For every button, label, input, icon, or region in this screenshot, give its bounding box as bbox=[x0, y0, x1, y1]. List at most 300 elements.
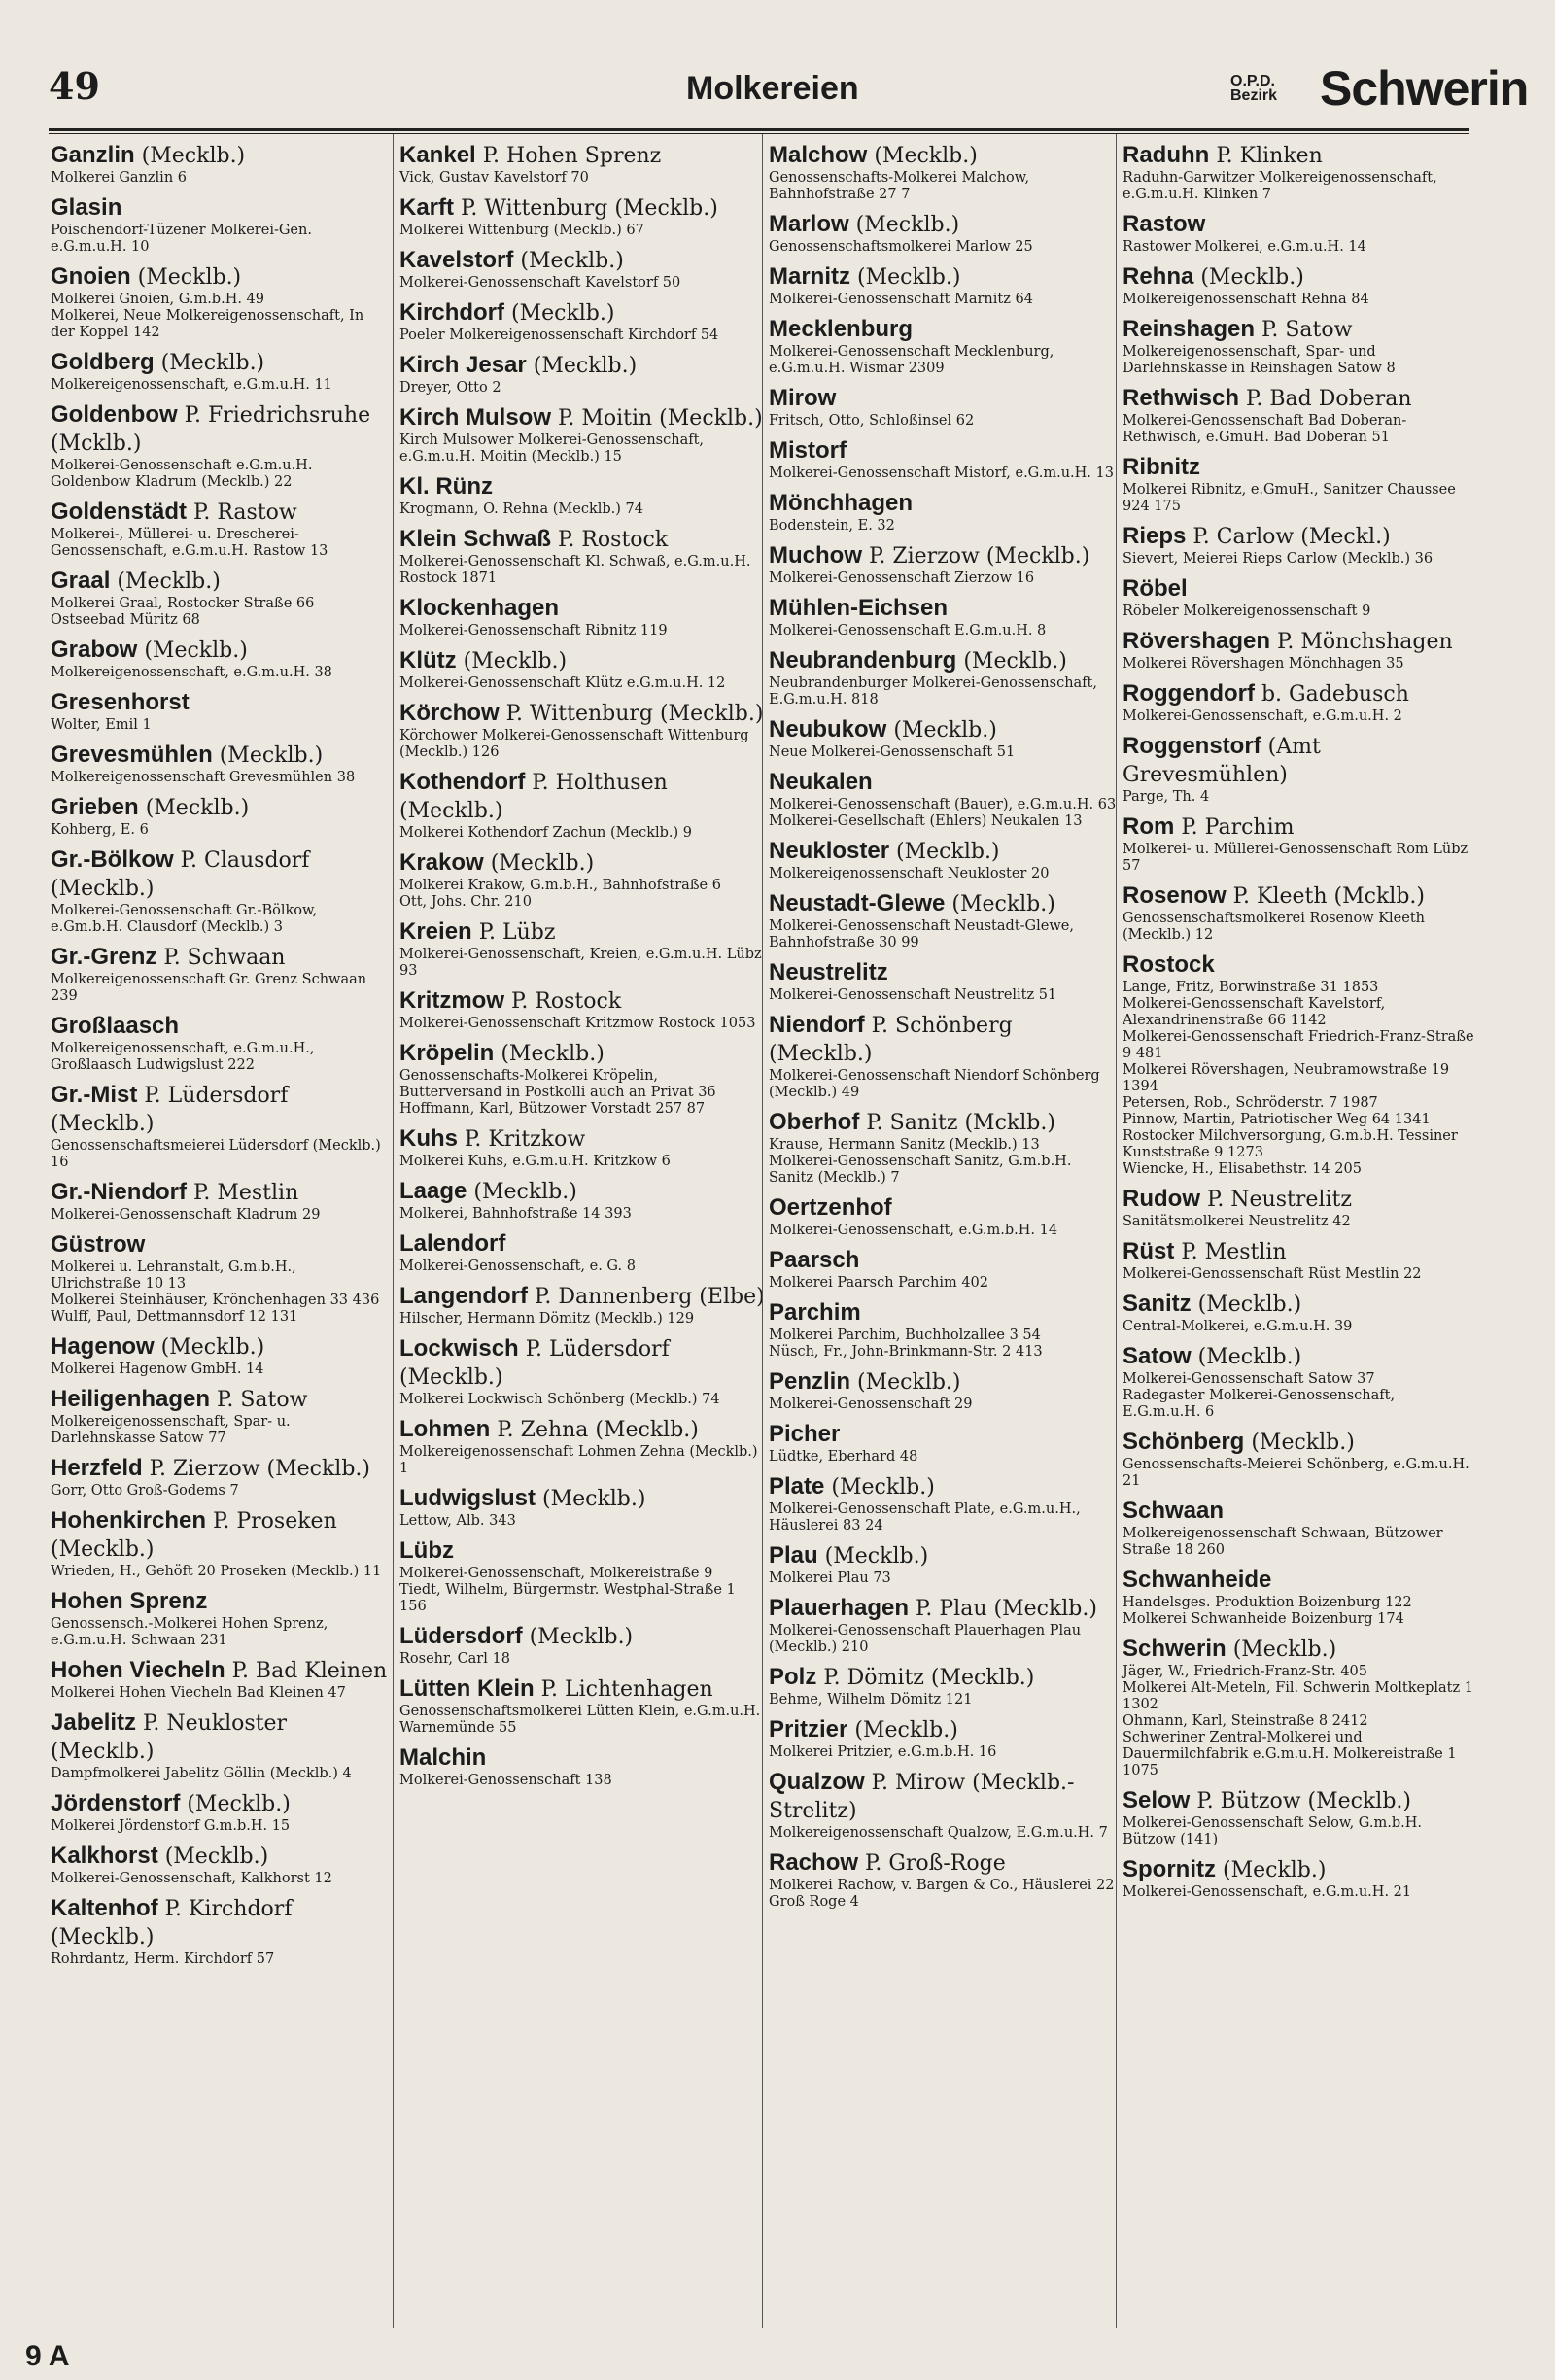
place-name: Jabelitz bbox=[51, 1709, 137, 1736]
place-name: Picher bbox=[769, 1421, 841, 1447]
place-name: Roggendorf bbox=[1123, 680, 1255, 707]
column-1 bbox=[51, 134, 389, 2328]
place-heading bbox=[769, 385, 1117, 413]
place-name: Schönberg bbox=[1123, 1429, 1245, 1455]
place-heading bbox=[399, 849, 765, 878]
place-postal-note: (Mecklb.) bbox=[154, 1335, 265, 1360]
dairy-entry: Molkerei Kuhs, e.G.m.u.H. Kritzkow 6 bbox=[399, 1154, 671, 1169]
place-heading bbox=[769, 769, 1117, 797]
dairy-entry: Molkerei Graal, Rostocker Straße 66 Ostseebad Müritz 68 bbox=[51, 596, 315, 628]
place-postal-note: P. Neukloster (Mecklb.) bbox=[51, 1711, 288, 1764]
place-name: Gnoien bbox=[51, 263, 131, 290]
place-name: Glasin bbox=[51, 194, 122, 221]
place-name: Kuhs bbox=[399, 1125, 458, 1152]
place-postal-note: P. Rastow bbox=[187, 500, 297, 525]
place-postal-note: (Mecklb.) bbox=[526, 354, 638, 378]
place-heading bbox=[1123, 813, 1476, 842]
place-name: Hagenow bbox=[51, 1333, 155, 1360]
place-name: Körchow bbox=[399, 700, 500, 726]
place-heading bbox=[1123, 211, 1476, 239]
place-name: Gresenhorst bbox=[51, 689, 190, 715]
dairy-entry: Molkerei-Genossenschaft, e. G. 8 bbox=[399, 1259, 636, 1274]
place-name: Kavelstorf bbox=[399, 247, 514, 273]
place-name: Satow bbox=[1123, 1343, 1192, 1369]
place-heading bbox=[769, 142, 1117, 170]
place-postal-note: P. Rostock bbox=[504, 989, 622, 1014]
place-name: Lalendorf bbox=[399, 1230, 506, 1257]
dairy-entry: Sievert, Meierei Rieps Carlow (Mecklb.) 36 bbox=[1123, 551, 1434, 567]
place-heading bbox=[51, 1588, 389, 1616]
place-heading bbox=[1123, 1238, 1476, 1266]
place-heading bbox=[399, 299, 765, 328]
dairy-entry: Tiedt, Wilhelm, Bürgermstr. Westphal-Straße 1 156 bbox=[399, 1582, 736, 1614]
place-heading bbox=[769, 1664, 1117, 1692]
dairy-entry: Molkerei-Genossenschaft 138 bbox=[399, 1773, 612, 1788]
place-postal-note: (Mecklb.) bbox=[1226, 1638, 1337, 1662]
place-name: Grevesmühlen bbox=[51, 742, 213, 768]
place-heading bbox=[769, 1368, 1117, 1397]
place-postal-note: (Mecklb.) bbox=[134, 144, 246, 168]
place-postal-note: (Mecklb.) bbox=[522, 1625, 634, 1649]
dairy-entry: Molkerei-Genossenschaft Ribnitz 119 bbox=[399, 623, 668, 638]
place-heading bbox=[51, 742, 389, 770]
dairy-entry: Molkereigenossenschaft Schwaan, Bützower Straße 18 260 bbox=[1123, 1526, 1443, 1558]
place-postal-note: (Amt Grevesmühlen) bbox=[1123, 735, 1321, 787]
place-name: Malchin bbox=[399, 1744, 487, 1771]
place-postal-note: P. Rostock bbox=[551, 528, 669, 552]
place-postal-note: (Mecklb.) bbox=[513, 249, 624, 273]
dairy-entry: Molkerei-Genossenschaft E.G.m.u.H. 8 bbox=[769, 623, 1047, 638]
dairy-entry: Molkerei Gnoien, G.m.b.H. 49 bbox=[51, 292, 265, 307]
dairy-entry: Bodenstein, E. 32 bbox=[769, 518, 895, 534]
place-postal-note: P. Mestlin bbox=[1174, 1240, 1287, 1264]
dairy-entry: Wiencke, H., Elisabethstr. 14 205 bbox=[1123, 1161, 1362, 1177]
place-name: Kröpelin bbox=[399, 1040, 495, 1066]
place-name: Ribnitz bbox=[1123, 454, 1200, 480]
place-heading bbox=[399, 194, 765, 223]
place-name: Rudow bbox=[1123, 1186, 1200, 1212]
place-name: Kl. Rünz bbox=[399, 473, 493, 500]
place-heading bbox=[769, 1849, 1117, 1878]
place-heading bbox=[1123, 1636, 1476, 1664]
dairy-entry: Poischendorf-Tüzener Molkerei-Gen. e.G.m.u.H. 10 bbox=[51, 223, 312, 255]
dairy-entry: Molkerei-Genossenschaft Sanitz, G.m.b.H. Sanitz (Mecklb.) 7 bbox=[769, 1154, 1072, 1186]
dairy-entry: Molkereigenossenschaft Gr. Grenz Schwaan 239 bbox=[51, 972, 367, 1004]
dairy-entry: Wrieden, H., Gehöft 20 Proseken (Mecklb.) 11 bbox=[51, 1564, 382, 1579]
place-name: Rehna bbox=[1123, 263, 1194, 290]
place-heading bbox=[769, 1421, 1117, 1449]
place-name: Rövershagen bbox=[1123, 628, 1271, 654]
place-heading bbox=[399, 247, 765, 275]
dairy-entry: Neue Molkerei-Genossenschaft 51 bbox=[769, 744, 1016, 760]
place-postal-note: (Mecklb.) bbox=[180, 1792, 291, 1816]
place-name: Güstrow bbox=[51, 1231, 146, 1258]
place-heading bbox=[1123, 523, 1476, 551]
place-name: Kirchdorf bbox=[399, 299, 504, 326]
dairy-entry: Röbeler Molkereigenossenschaft 9 bbox=[1123, 604, 1371, 619]
place-heading bbox=[399, 1230, 765, 1259]
place-postal-note: P. Neustrelitz bbox=[1199, 1188, 1352, 1212]
dairy-entry: Rostocker Milchversorgung, G.m.b.H. Tessiner Kunststraße 9 1273 bbox=[1123, 1128, 1458, 1160]
district-city: Schwerin bbox=[1320, 61, 1529, 116]
place-heading bbox=[769, 211, 1117, 239]
place-postal-note: P. Kleeth (Mcklb.) bbox=[1226, 884, 1425, 909]
place-heading bbox=[1123, 142, 1476, 170]
dairy-entry: Lettow, Alb. 343 bbox=[399, 1513, 516, 1529]
place-postal-note: P. Kirchdorf (Mecklb.) bbox=[51, 1897, 293, 1949]
place-heading bbox=[399, 352, 765, 380]
dairy-entry: Molkerei Schwanheide Boizenburg 174 bbox=[1123, 1611, 1404, 1627]
place-postal-note: (Mecklb.) bbox=[817, 1544, 929, 1569]
place-name: Rom bbox=[1123, 813, 1175, 840]
place-name: Herzfeld bbox=[51, 1455, 143, 1481]
place-postal-note: P. Lüdersdorf (Mecklb.) bbox=[51, 1084, 289, 1136]
place-name: Hohenkirchen bbox=[51, 1507, 207, 1534]
page-number: 49 bbox=[49, 64, 100, 108]
place-postal-note: P. Lichtenhagen bbox=[534, 1677, 713, 1702]
column-3 bbox=[762, 134, 1117, 2328]
place-heading bbox=[51, 1895, 389, 1951]
dairy-entry: Molkerei-Genossenschaft Kavelstorf, Alexandrinenstraße 66 1142 bbox=[1123, 996, 1386, 1028]
place-postal-note: (Mecklb.) bbox=[867, 144, 978, 168]
place-name: Rieps bbox=[1123, 523, 1187, 549]
district-label bbox=[1230, 74, 1277, 103]
place-heading bbox=[399, 1537, 765, 1566]
dairy-entry: Molkereigenossenschaft, Spar- u. Darlehnskasse Satow 77 bbox=[51, 1414, 291, 1446]
dairy-entry: Molkerei-Genossenschaft Kl. Schwaß, e.G.m.u.H. Rostock 1871 bbox=[399, 554, 751, 586]
place-heading bbox=[399, 595, 765, 623]
place-heading bbox=[399, 473, 765, 501]
dairy-entry: Molkerei-Genossenschaft Neustrelitz 51 bbox=[769, 987, 1057, 1003]
bezirk-label: Bezirk bbox=[1230, 87, 1278, 104]
dairy-entry: Molkerei Lockwisch Schönberg (Mecklb.) 74 bbox=[399, 1392, 720, 1407]
dairy-entry: Nüsch, Fr., John-Brinkmann-Str. 2 413 bbox=[769, 1344, 1043, 1360]
dairy-entry: Molkerei Paarsch Parchim 402 bbox=[769, 1275, 988, 1291]
place-name: Mühlen-Eichsen bbox=[769, 595, 949, 621]
dairy-entry: Ott, Johs. Chr. 210 bbox=[399, 894, 532, 910]
place-heading bbox=[769, 542, 1117, 570]
dairy-entry: Parge, Th. 4 bbox=[1123, 789, 1210, 805]
place-heading bbox=[769, 1194, 1117, 1223]
dairy-entry: Genossenschaftsmolkerei Rosenow Kleeth (Mecklb.) 12 bbox=[1123, 911, 1426, 943]
place-postal-note: (Mecklb.) bbox=[956, 649, 1067, 673]
place-postal-note: (Mecklb.) bbox=[1191, 1293, 1302, 1317]
column-2 bbox=[393, 134, 765, 2328]
dairy-entry: Molkerei Rachow, v. Bargen & Co., Häuslerei 22 Groß Roge 4 bbox=[769, 1878, 1115, 1910]
place-name: Pritzier bbox=[769, 1716, 848, 1742]
place-name: Lohmen bbox=[399, 1416, 491, 1442]
place-name: Oertzenhof bbox=[769, 1194, 892, 1221]
place-heading bbox=[769, 490, 1117, 518]
place-postal-note: (Mecklb.) bbox=[1244, 1431, 1355, 1455]
place-postal-note: (Mecklb.) bbox=[110, 569, 221, 594]
place-heading bbox=[51, 1843, 389, 1871]
dairy-entry: Molkerei u. Lehranstalt, G.m.b.H., Ulrichstraße 10 13 bbox=[51, 1259, 296, 1292]
place-postal-note: P. Mirow (Mecklb.-Strelitz) bbox=[769, 1771, 1075, 1823]
place-heading bbox=[399, 1485, 765, 1513]
dairy-entry: Lüdtke, Eberhard 48 bbox=[769, 1449, 918, 1465]
place-heading bbox=[399, 526, 765, 554]
dairy-entry: Molkerei Hohen Viecheln Bad Kleinen 47 bbox=[51, 1685, 346, 1701]
place-name: Kaltenhof bbox=[51, 1895, 158, 1921]
place-name: Hohen Viecheln bbox=[51, 1657, 225, 1683]
place-postal-note: P. Bad Doberan bbox=[1239, 387, 1412, 411]
dairy-entry: Handelsges. Produktion Boizenburg 122 bbox=[1123, 1595, 1412, 1610]
place-postal-note: P. Holthusen (Mecklb.) bbox=[399, 771, 668, 823]
place-postal-note: (Mecklb.) bbox=[494, 1042, 605, 1066]
dairy-entry: Molkerei Pritzier, e.G.m.b.H. 16 bbox=[769, 1744, 997, 1760]
place-postal-note: (Mecklb.) bbox=[504, 301, 615, 326]
place-heading bbox=[769, 647, 1117, 675]
place-postal-note: P. Schwaan bbox=[156, 946, 286, 970]
place-heading bbox=[399, 1675, 765, 1704]
place-postal-note: P. Schönberg (Mecklb.) bbox=[769, 1014, 1013, 1066]
dairy-entry: Molkereigenossenschaft Rehna 84 bbox=[1123, 292, 1369, 307]
place-name: Neukloster bbox=[769, 838, 890, 864]
place-name: Plate bbox=[769, 1473, 825, 1500]
place-heading bbox=[51, 263, 389, 292]
place-name: Graal bbox=[51, 568, 111, 594]
place-name: Schwerin bbox=[1123, 1636, 1227, 1662]
place-name: Roggenstorf bbox=[1123, 733, 1261, 759]
place-heading bbox=[1123, 1498, 1476, 1526]
place-heading bbox=[399, 1125, 765, 1154]
place-heading bbox=[1123, 1567, 1476, 1595]
place-heading bbox=[769, 1595, 1117, 1623]
place-name: Grieben bbox=[51, 794, 139, 820]
place-heading bbox=[769, 716, 1117, 744]
dairy-entry: Molkerei Ribnitz, e.GmuH., Sanitzer Chaussee 924 175 bbox=[1123, 482, 1456, 514]
dairy-entry: Jäger, W., Friedrich-Franz-Str. 405 bbox=[1123, 1664, 1368, 1679]
place-heading bbox=[769, 1299, 1117, 1328]
place-heading bbox=[51, 689, 389, 717]
dairy-entry: Molkerei Wittenburg (Mecklb.) 67 bbox=[399, 223, 644, 238]
place-postal-note: (Mecklb.) bbox=[154, 351, 265, 375]
place-postal-note: (Mecklb.) bbox=[824, 1475, 935, 1500]
place-heading bbox=[51, 846, 389, 903]
page-title: Molkereien bbox=[686, 70, 859, 107]
place-heading bbox=[51, 1790, 389, 1818]
place-heading bbox=[51, 1231, 389, 1259]
dairy-entry: Rohrdantz, Herm. Kirchdorf 57 bbox=[51, 1951, 275, 1967]
place-heading bbox=[399, 918, 765, 947]
place-postal-note: P. Hohen Sprenz bbox=[475, 144, 662, 168]
place-postal-note: (Mecklb.) bbox=[466, 1180, 577, 1204]
place-postal-note: (Mecklb.) bbox=[157, 1845, 269, 1869]
place-heading bbox=[1123, 951, 1476, 980]
place-postal-note: P. Dömitz (Mecklb.) bbox=[816, 1666, 1035, 1690]
dairy-entry: Molkerei Plau 73 bbox=[769, 1570, 891, 1586]
place-name: Großlaasch bbox=[51, 1013, 180, 1039]
dairy-entry: Molkerei-Genossenschaft Bad Doberan-Rethwisch, e.GmuH. Bad Doberan 51 bbox=[1123, 413, 1407, 445]
place-postal-note: (Mecklb.) bbox=[1191, 1345, 1302, 1369]
place-name: Kalkhorst bbox=[51, 1843, 158, 1869]
dairy-entry: Molkerei-Gesellschaft (Ehlers) Neukalen 13 bbox=[769, 813, 1083, 829]
place-name: Gr.-Grenz bbox=[51, 944, 157, 970]
place-name: Kankel bbox=[399, 142, 476, 168]
place-postal-note: (Mecklb.) bbox=[212, 743, 324, 768]
place-postal-note: P. Parchim bbox=[1174, 815, 1295, 840]
dairy-entry: Central-Molkerei, e.G.m.u.H. 39 bbox=[1123, 1319, 1353, 1334]
place-name: Plau bbox=[769, 1542, 818, 1569]
place-heading bbox=[769, 1247, 1117, 1275]
dairy-entry: Molkerei Kothendorf Zachun (Mecklb.) 9 bbox=[399, 825, 692, 841]
place-heading bbox=[769, 1473, 1117, 1501]
place-heading bbox=[399, 1623, 765, 1651]
place-name: Polz bbox=[769, 1664, 817, 1690]
place-name: Sanitz bbox=[1123, 1291, 1192, 1317]
dairy-entry: Gorr, Otto Groß-Godems 7 bbox=[51, 1483, 239, 1499]
place-postal-note: P. Mestlin bbox=[187, 1181, 299, 1205]
place-name: Goldenbow bbox=[51, 401, 178, 428]
place-postal-note: P. Clausdorf (Mecklb.) bbox=[51, 848, 310, 901]
place-name: Parchim bbox=[769, 1299, 861, 1326]
place-heading bbox=[1123, 1856, 1476, 1884]
dairy-entry: Molkerei Rövershagen Mönchhagen 35 bbox=[1123, 656, 1404, 672]
header-rule bbox=[49, 128, 1469, 131]
dairy-entry: Radegaster Molkerei-Genossenschaft, E.G.m.u.H. 6 bbox=[1123, 1388, 1396, 1420]
place-heading bbox=[51, 194, 389, 223]
dairy-entry: Ohmann, Karl, Steinstraße 8 2412 bbox=[1123, 1713, 1368, 1729]
dairy-entry: Pinnow, Martin, Patriotischer Weg 64 1341 bbox=[1123, 1112, 1431, 1127]
place-heading bbox=[399, 1283, 765, 1311]
place-name: Klockenhagen bbox=[399, 595, 560, 621]
dairy-entry: Molkerei-Genossenschaft Kritzmow Rostock 1053 bbox=[399, 1016, 756, 1031]
place-heading bbox=[51, 1657, 389, 1685]
dairy-entry: Genossenschafts-Molkerei Malchow, Bahnhofstraße 27 7 bbox=[769, 170, 1030, 202]
place-name: Gr.-Mist bbox=[51, 1082, 138, 1108]
place-name: Rüst bbox=[1123, 1238, 1175, 1264]
dairy-entry: Petersen, Rob., Schröderstr. 7 1987 bbox=[1123, 1095, 1378, 1111]
place-postal-note: P. Zehna (Mecklb.) bbox=[490, 1418, 699, 1442]
place-heading bbox=[769, 959, 1117, 987]
place-name: Lütten Klein bbox=[399, 1675, 535, 1702]
place-postal-note: (Mecklb.) bbox=[850, 265, 961, 290]
place-name: Plauerhagen bbox=[769, 1595, 910, 1621]
dairy-entry: Wulff, Paul, Dettmannsdorf 12 131 bbox=[51, 1309, 298, 1325]
place-name: Rethwisch bbox=[1123, 385, 1240, 411]
place-name: Mistorf bbox=[769, 437, 847, 464]
place-name: Mönchhagen bbox=[769, 490, 913, 516]
place-postal-note: P. Satow bbox=[210, 1388, 308, 1412]
dairy-entry: Molkerei, Bahnhofstraße 14 393 bbox=[399, 1206, 632, 1222]
place-name: Laage bbox=[399, 1178, 467, 1204]
place-name: Gr.-Bölkow bbox=[51, 846, 174, 873]
dairy-entry: Hilscher, Hermann Dömitz (Mecklb.) 129 bbox=[399, 1311, 695, 1327]
place-heading bbox=[51, 499, 389, 527]
place-heading bbox=[1123, 628, 1476, 656]
dairy-entry: Sanitätsmolkerei Neustrelitz 42 bbox=[1123, 1214, 1351, 1229]
dairy-entry: Molkerei-Genossenschaft, Kalkhorst 12 bbox=[51, 1871, 332, 1886]
place-postal-note: (Mecklb.) bbox=[886, 718, 997, 742]
dairy-entry: Molkerei-Genossenschaft Marnitz 64 bbox=[769, 292, 1033, 307]
place-name: Neubukow bbox=[769, 716, 887, 742]
place-postal-note: P. Lüdersdorf (Mecklb.) bbox=[399, 1337, 670, 1390]
place-name: Gr.-Niendorf bbox=[51, 1179, 188, 1205]
place-heading bbox=[399, 142, 765, 170]
place-name: Krakow bbox=[399, 849, 484, 876]
dairy-entry: Molkerei-Genossenschaft e.G.m.u.H. Goldenbow Kladrum (Mecklb.) 22 bbox=[51, 458, 313, 490]
place-heading bbox=[51, 637, 389, 665]
place-name: Kirch Mulsow bbox=[399, 404, 552, 431]
place-postal-note: (Mecklb.) bbox=[889, 840, 1000, 864]
place-name: Spornitz bbox=[1123, 1856, 1216, 1882]
place-name: Kritzmow bbox=[399, 987, 504, 1014]
place-name: Kothendorf bbox=[399, 769, 526, 795]
place-name: Grabow bbox=[51, 637, 138, 663]
place-name: Lockwisch bbox=[399, 1335, 519, 1362]
place-name: Klütz bbox=[399, 647, 457, 673]
column-4 bbox=[1116, 134, 1476, 2328]
place-postal-note: P. Kritzkow bbox=[458, 1127, 586, 1152]
place-name: Mecklenburg bbox=[769, 316, 914, 342]
place-name: Qualzow bbox=[769, 1769, 865, 1795]
dairy-entry: Genossenschaftsmolkerei Marlow 25 bbox=[769, 239, 1033, 255]
dairy-entry: Dreyer, Otto 2 bbox=[399, 380, 501, 396]
dairy-entry: Kirch Mulsower Molkerei-Genossenschaft, e.G.m.u.H. Moitin (Mecklb.) 15 bbox=[399, 432, 705, 465]
place-postal-note: (Mecklb.) bbox=[847, 1718, 958, 1742]
dairy-entry: Molkerei-Genossenschaft, Kreien, e.G.m.u.H. Lübz 93 bbox=[399, 947, 762, 979]
dairy-entry: Molkereigenossenschaft Lohmen Zehna (Mecklb.) 1 bbox=[399, 1444, 758, 1476]
place-heading bbox=[769, 1109, 1117, 1137]
place-name: Mirow bbox=[769, 385, 837, 411]
place-name: Langendorf bbox=[399, 1283, 528, 1309]
place-heading bbox=[399, 1178, 765, 1206]
place-heading bbox=[1123, 680, 1476, 708]
dairy-entry: Behme, Wilhelm Dömitz 121 bbox=[769, 1692, 973, 1707]
place-postal-note: (Mecklb.) bbox=[848, 213, 960, 237]
dairy-entry: Molkerei-Genossenschaft Plate, e.G.m.u.H., Häuslerei 83 24 bbox=[769, 1501, 1081, 1534]
dairy-entry: Molkerei Parchim, Buchholzallee 3 54 bbox=[769, 1328, 1041, 1343]
place-heading bbox=[51, 1709, 389, 1766]
place-name: Kreien bbox=[399, 918, 472, 945]
place-heading bbox=[51, 1333, 389, 1362]
dairy-entry: Molkerei-Genossenschaft 29 bbox=[769, 1397, 973, 1412]
place-name: Neustrelitz bbox=[769, 959, 888, 985]
place-postal-note: P. Satow bbox=[1255, 318, 1353, 342]
dairy-entry: Molkerei Alt-Meteln, Fil. Schwerin Moltkeplatz 1 1302 bbox=[1123, 1680, 1473, 1712]
place-heading bbox=[769, 838, 1117, 866]
place-heading bbox=[51, 349, 389, 377]
dairy-entry: Molkerei-Genossenschaft Gr.-Bölkow, e.Gm.b.H. Clausdorf (Mecklb.) 3 bbox=[51, 903, 318, 935]
place-postal-note: P. Bad Kleinen bbox=[225, 1659, 388, 1683]
place-name: Schwanheide bbox=[1123, 1567, 1272, 1593]
place-name: Goldberg bbox=[51, 349, 155, 375]
dairy-entry: Molkerei Ganzlin 6 bbox=[51, 170, 187, 186]
place-name: Niendorf bbox=[769, 1012, 865, 1038]
dairy-entry: Molkerei-Genossenschaft Plauerhagen Plau (Mecklb.) 210 bbox=[769, 1623, 1082, 1655]
place-heading bbox=[399, 1335, 765, 1392]
dairy-entry: Genossensch.-Molkerei Hohen Sprenz, e.G.m.u.H. Schwaan 231 bbox=[51, 1616, 328, 1648]
place-postal-note: P. Sanitz (Mcklb.) bbox=[859, 1111, 1055, 1135]
place-name: Rastow bbox=[1123, 211, 1206, 237]
place-postal-note: (Mecklb.) bbox=[138, 796, 250, 820]
place-name: Oberhof bbox=[769, 1109, 860, 1135]
place-heading bbox=[1123, 454, 1476, 482]
dairy-entry: Wolter, Emil 1 bbox=[51, 717, 152, 733]
dairy-entry: Molkerei-Genossenschaft Kladrum 29 bbox=[51, 1207, 321, 1223]
place-heading bbox=[399, 1040, 765, 1068]
place-name: Paarsch bbox=[769, 1247, 860, 1273]
place-heading bbox=[1123, 733, 1476, 789]
place-heading bbox=[51, 568, 389, 596]
place-postal-note: P. Friedrichsruhe (Mcklb.) bbox=[51, 403, 371, 456]
place-name: Röbel bbox=[1123, 575, 1188, 602]
dairy-entry: Molkerei Krakow, G.m.b.H., Bahnhofstraße 6 bbox=[399, 878, 721, 893]
dairy-entry: Rosehr, Carl 18 bbox=[399, 1651, 510, 1667]
place-name: Neukalen bbox=[769, 769, 873, 795]
dairy-entry: Molkerei-Genossenschaft, e.G.m.b.H. 14 bbox=[769, 1223, 1058, 1238]
